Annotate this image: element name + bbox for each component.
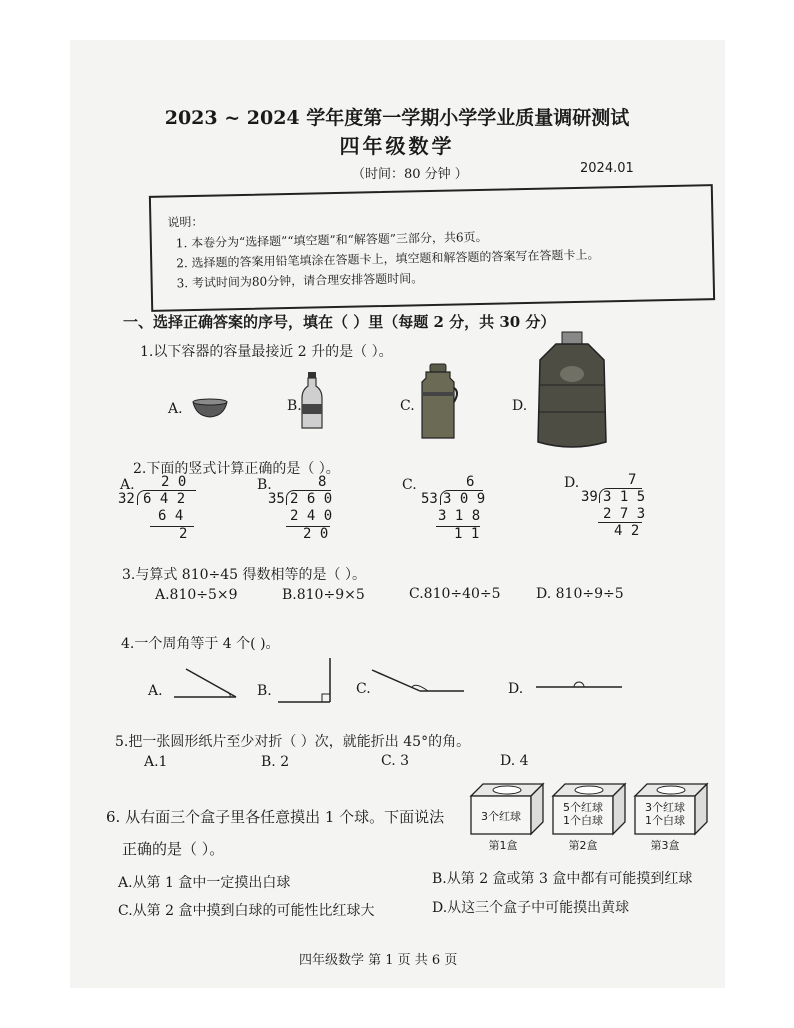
- q3-option-a: A.810÷5×9: [155, 587, 238, 603]
- question-2: 2.下面的竖式计算正确的是（ ）。: [133, 461, 340, 477]
- acute-angle-icon: [170, 665, 242, 701]
- q5-option-d: D. 4: [500, 753, 529, 769]
- dividend: 3 1 5: [603, 489, 646, 505]
- box-caption: 第1盒: [488, 839, 518, 852]
- q1-option-a: A.: [168, 401, 183, 417]
- q3-option-d: D. 810÷9÷5: [536, 586, 624, 602]
- q4-option-d: D.: [508, 681, 524, 697]
- instructions-box: [149, 184, 715, 312]
- q6-option-a: A.从第 1 盒中一定摸出白球: [118, 875, 291, 891]
- bottle-icon: [298, 370, 326, 432]
- q6-option-c: C.从第 2 盒中摸到白球的可能性比红球大: [118, 903, 375, 919]
- divisor: 32: [118, 491, 135, 507]
- remainder: 2 0: [303, 526, 329, 542]
- instruction-item: 1. 本卷分为“选择题”“填空题”和“解答题”三部分，共6页。: [175, 229, 488, 251]
- option-label: D.: [564, 475, 580, 491]
- dividend: 2 6 0: [290, 491, 333, 507]
- q6-option-d: D.从这三个盒子中可能摸出黄球: [432, 900, 630, 916]
- q3-option-c: C.810÷40÷5: [409, 586, 501, 602]
- box-content: 3个红球: [645, 801, 685, 814]
- box-content: 3个红球: [481, 810, 521, 823]
- instruction-item: 3. 考试时间为80分钟，请合理安排答题时间。: [176, 271, 424, 291]
- obtuse-angle-icon: [368, 666, 468, 696]
- q5-option-a: A.1: [144, 754, 168, 770]
- question-6: 6. 从右面三个盒子里各任意摸出 1 个球。下面说法: [106, 808, 445, 826]
- box-content: 5个红球: [563, 801, 603, 814]
- page-footer: 四年级数学 第 1 页 共 6 页: [299, 953, 458, 968]
- question-4: 4.一个周角等于 4 个( )。: [121, 636, 280, 652]
- box-content: 1个白球: [563, 814, 603, 827]
- water-jug-icon: [532, 330, 612, 454]
- option-label: A.: [120, 477, 135, 493]
- quotient: 8: [318, 474, 327, 490]
- exam-subtitle: 四年级数学: [339, 134, 455, 158]
- time-note: （时间：80 分钟 ）: [352, 167, 468, 182]
- q4-option-c: C.: [356, 681, 371, 697]
- q1-option-b: B.: [287, 398, 302, 414]
- dividend: 6 4 2: [143, 491, 186, 507]
- question-5: 5.把一张圆形纸片至少对折（ ）次，就能折出 45°的角。: [115, 734, 471, 750]
- option-label: B.: [257, 477, 272, 493]
- straight-angle-icon: [534, 678, 624, 692]
- exam-date: 2024.01: [580, 161, 634, 176]
- bowl-icon: [190, 396, 230, 420]
- box-caption: 第2盒: [568, 839, 598, 852]
- instruction-item: 2. 选择题的答案用铅笔填涂在答题卡上，填空题和解答题的答案写在答题卡上。: [176, 247, 600, 271]
- q3-option-b: B.810÷9×5: [282, 587, 365, 603]
- section-heading: 一、选择正确答案的序号，填在（ ）里（每题 2 分，共 30 分）: [123, 313, 556, 331]
- product: 3 1 8: [438, 508, 481, 524]
- thermos-icon: [418, 362, 458, 442]
- remainder: 1 1: [454, 526, 480, 542]
- option-label: C.: [402, 477, 417, 493]
- remainder: 4 2: [614, 523, 640, 539]
- divisor: 39: [581, 489, 598, 505]
- dividend: 3 0 9: [443, 491, 486, 507]
- product: 2 7 3: [603, 506, 646, 522]
- divisor: 53: [421, 491, 438, 507]
- q5-option-b: B. 2: [261, 754, 290, 770]
- quotient: 2 0: [161, 474, 187, 490]
- q4-option-a: A.: [148, 683, 163, 699]
- product: 6 4: [158, 508, 184, 524]
- q6-option-b: B.从第 2 盒或第 3 盒中都有可能摸到红球: [432, 871, 693, 887]
- instructions-heading: 说明：: [167, 214, 204, 230]
- box-caption: 第3盒: [650, 839, 680, 852]
- box-icon: [469, 782, 545, 836]
- divisor: 35: [268, 491, 285, 507]
- q1-option-c: C.: [400, 398, 415, 414]
- right-angle-icon: [274, 654, 336, 706]
- quotient: 7: [628, 472, 637, 488]
- product: 2 4 0: [290, 508, 333, 524]
- question-6-continued: 正确的是（ ）。: [122, 840, 225, 858]
- question-3: 3.与算式 810÷45 得数相等的是（ ）。: [122, 567, 366, 583]
- q4-option-b: B.: [257, 683, 272, 699]
- remainder: 2: [179, 526, 188, 542]
- q1-option-d: D.: [512, 398, 528, 414]
- exam-title: 2023 ~ 2024 学年度第一学期小学学业质量调研测试: [164, 107, 630, 129]
- box-content: 1个白球: [645, 814, 685, 827]
- q5-option-c: C. 3: [381, 753, 410, 769]
- question-1: 1.以下容器的容量最接近 2 升的是（ ）。: [140, 344, 393, 360]
- quotient: 6: [466, 474, 475, 490]
